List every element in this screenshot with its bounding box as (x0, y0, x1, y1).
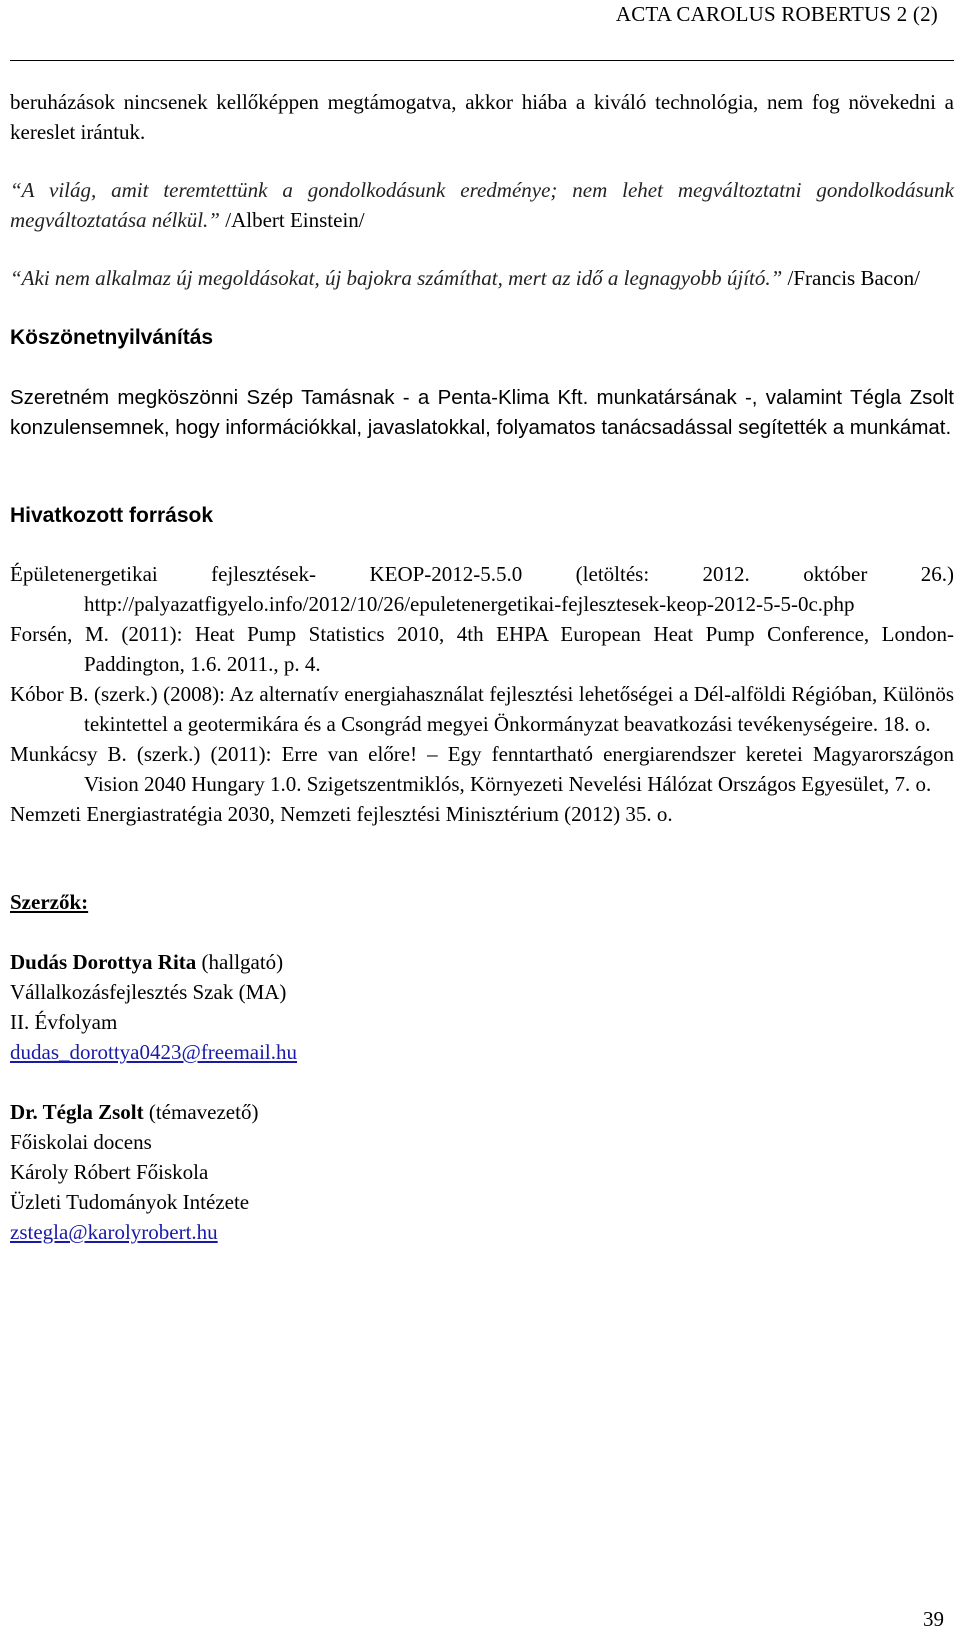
reference-item: Munkácsy B. (szerk.) (2011): Erre van előre! – Egy fenntartható energiarendszer keretei Magyarországon Vision 2040 Hungary 1.0. Szigetszentmiklós, Környezeti Nevelési Hálózat Országos Egyesület, 7. o. (10, 742, 954, 796)
quote-author: /Francis Bacon/ (782, 266, 920, 290)
quote-author: /Albert Einstein/ (219, 208, 365, 232)
author-program: Vállalkozásfejlesztés Szak (MA) (10, 980, 287, 1004)
author-block-2 (10, 1097, 954, 1247)
reference-item: Kóbor B. (szerk.) (2008): Az alternatív energiahasználat fejlesztési lehetőségei a Dél-alföldi Régióban, Különös tekintettel a geotermikára és a Csongrád megyei Önkormányzat beavatkozási tevékenységeire. 18. o. (10, 682, 954, 736)
intro-paragraph: beruházások nincsenek kellőképpen megtámogatva, akkor hiába a kiváló technológia, nem fog növekedni a kereslet irántuk. (10, 90, 954, 144)
author-name: Dr. Tégla Zsolt (10, 1100, 144, 1124)
references-heading: Hivatkozott források (10, 504, 214, 527)
authors-heading: Szerzők: (10, 890, 89, 914)
quote-text: “Aki nem alkalmaz új megoldásokat, új bajokra számíthat, mert az idő a legnagyobb újító.” (10, 266, 783, 290)
quote-text: “A világ, amit teremtettünk a gondolkodásunk eredménye; nem lehet megváltoztatni gondolkodásunk megváltoztatása nélkül.” (10, 178, 954, 232)
author-name: Dudás Dorottya Rita (10, 950, 197, 974)
author-email-link[interactable]: dudas_dorottya0423@freemail.hu (10, 1040, 298, 1064)
acknowledgement-heading: Köszönetnyilvánítás (10, 326, 214, 349)
author-block-1 (10, 947, 954, 1067)
quote-bacon (10, 263, 954, 293)
reference-item: Nemzeti Energiastratégia 2030, Nemzeti fejlesztési Minisztérium (2012) 35. o. (10, 802, 673, 826)
reference-item: Forsén, M. (2011): Heat Pump Statistics 2010, 4th EHPA European Heat Pump Conference, London-Paddington, 1.6. 2011., p. 4. (10, 622, 954, 676)
author-year: II. Évfolyam (10, 1010, 118, 1034)
page-number: 39 (923, 1607, 944, 1631)
running-title: ACTA CAROLUS ROBERTUS 2 (2) (615, 2, 938, 26)
reference-list (10, 559, 954, 829)
author-role: (hallgató) (196, 950, 284, 974)
header-rule (10, 60, 954, 61)
author-name-line (10, 947, 954, 977)
author-institution: Károly Róbert Főiskola (10, 1160, 209, 1184)
reference-item: Épületenergetikai fejlesztések- KEOP-2012-5.5.0 (letöltés: 2012. október 26.) http://palyazatfigyelo.info/2012/10/26/epuletenergetikai-fejlesztesek-keop-2012-5-5-0c.php (10, 562, 954, 616)
author-name-line (10, 1097, 954, 1127)
author-department: Üzleti Tudományok Intézete (10, 1190, 250, 1214)
quote-einstein (10, 175, 954, 235)
acknowledgement-text: Szeretném megköszönni Szép Tamásnak - a Penta-Klima Kft. munkatársának -, valamint Tégla Zsolt konzulensemnek, hogy információkkal, javaslatokkal, folyamatos tanácsadással segítették a munkámat. (10, 386, 954, 439)
author-email-link[interactable]: zstegla@karolyrobert.hu (10, 1220, 218, 1244)
page-header (0, 0, 960, 56)
author-role: (témavezető) (143, 1100, 259, 1124)
page-body (10, 87, 954, 1247)
author-position: Főiskolai docens (10, 1130, 152, 1154)
